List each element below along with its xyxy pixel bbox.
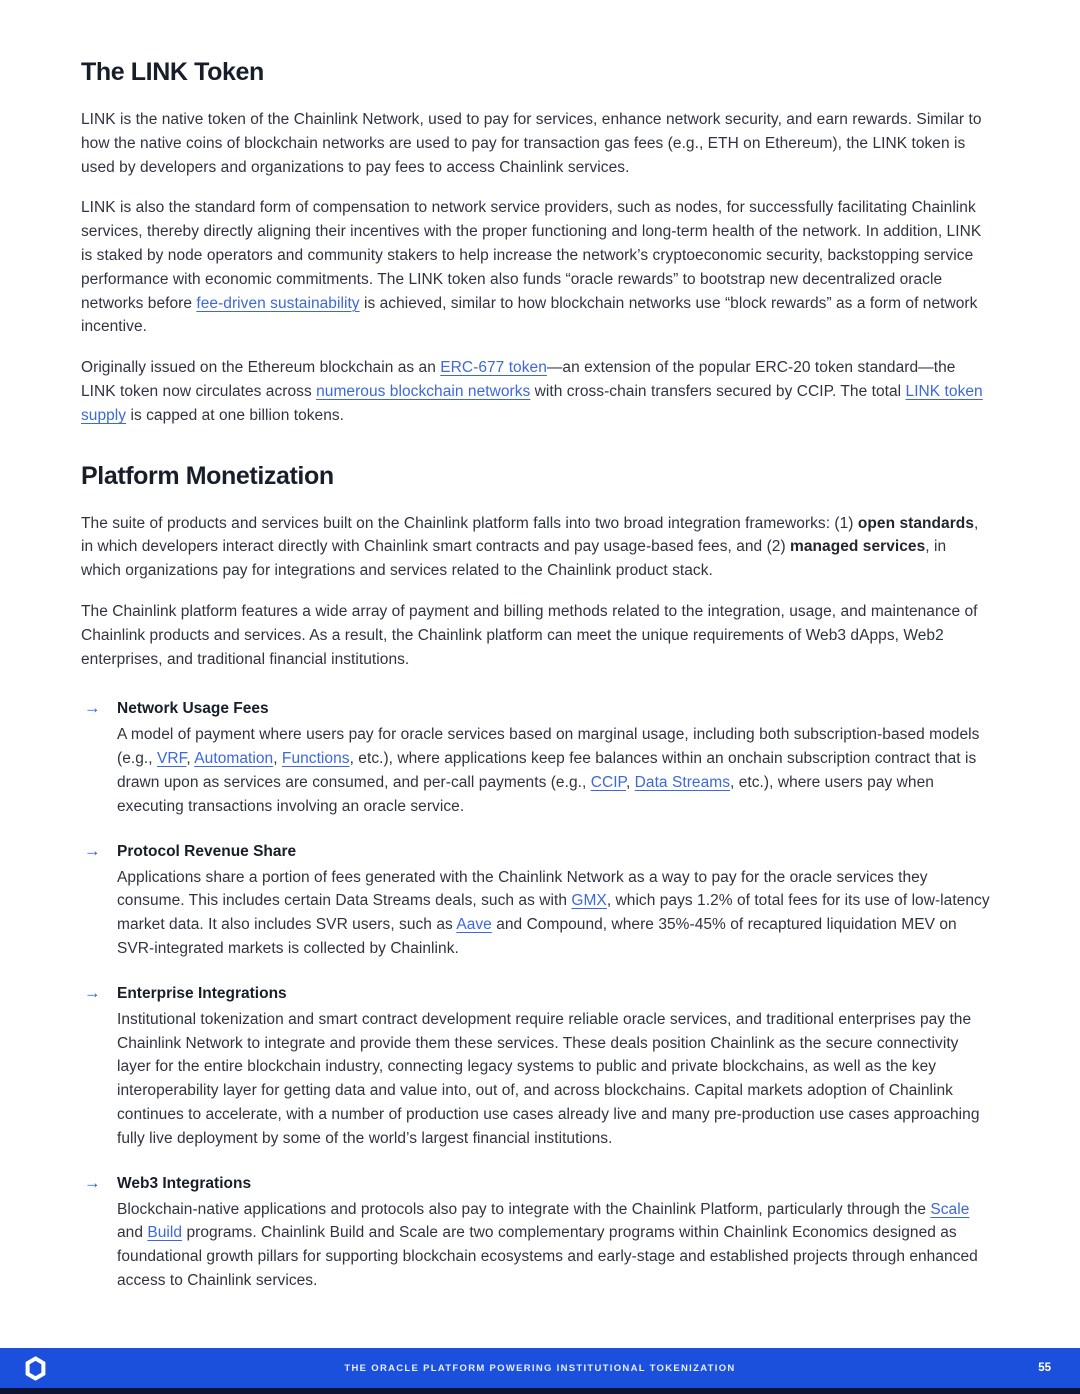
text-run: Institutional tokenization and smart contract development require reliable oracle services, and traditional enterprises pay the Chainlink Network to integrate and provide them these services. These deals position Chainlink as the secure connectivity layer for the entire blockchain industry, connecting legacy systems to public and private blockchains, as well as the key interoperability layer for getting data and value into, out of, and across blockchains. Capital markets adoption of Chainlink continues to accelerate, with a number of production use cases already live and many pre-production use cases approaching fully live deployment by some of the world’s largest financial institutions.: [117, 1010, 980, 1147]
text-run: and: [117, 1224, 148, 1242]
text-run: , which pays 1.2% of total fees for its use of low-latency market data. It also includes SVR users, such as: [117, 892, 990, 934]
chainlink-logo-icon: [25, 1356, 46, 1381]
text-run: , in which developers interact directly with Chainlink smart contracts and pay usage-based fees, and (2): [81, 514, 979, 556]
text-run: The Chainlink platform features a wide array of payment and billing methods related to the integration, usage, and maintenance of Chainlink products and services. As a result, the Chainlink platform can meet the unique requirements of Web3 dApps, Web2 enterprises, and traditional financial institutions.: [81, 602, 978, 668]
bullet-item-enterprise-integrations: [81, 982, 990, 1151]
text-run: The suite of products and services built on the Chainlink platform falls into two broad integration frameworks: (1): [81, 514, 858, 532]
inline-link[interactable]: CCIP: [590, 773, 626, 791]
inline-link[interactable]: numerous blockchain networks: [316, 382, 531, 400]
bold-text: open standards: [857, 514, 974, 532]
text-run: programs. Chainlink Build and Scale are two complementary programs within Chainlink Economics designed as foundational growth pillars for supporting blockchain ecosystems and early-stage and established projects through enhanced access to Chainlink services.: [117, 1224, 978, 1289]
text-run: A model of payment where users pay for oracle services based on marginal usage, including both subscription-based models (e.g.,: [117, 726, 980, 768]
arrow-right-icon: →: [84, 983, 101, 1002]
arrow-right-icon: →: [84, 841, 101, 860]
text-run: is achieved, similar to how blockchain networks use “block rewards” as a form of network incentive.: [81, 294, 978, 336]
bullet-item-network-usage-fees: [81, 697, 990, 818]
text-run: , in which organizations pay for integrations and services related to the Chainlink product stack.: [81, 538, 947, 580]
page-content: [81, 0, 990, 1314]
paragraph-link-token-3: [81, 356, 990, 427]
inline-link[interactable]: Build: [147, 1224, 183, 1242]
text-run: is capped at one billion tokens.: [126, 406, 345, 424]
bullet-content: [117, 982, 990, 1151]
bullet-content: [117, 697, 990, 818]
text-run: with cross-chain transfers secured by CCIP. The total: [530, 382, 906, 400]
page-footer: [0, 1348, 1080, 1394]
inline-link[interactable]: GMX: [571, 892, 607, 910]
bullet-body: [117, 1008, 990, 1151]
inline-link[interactable]: fee-driven sustainability: [196, 294, 360, 312]
inline-link[interactable]: ERC-677 token: [440, 359, 547, 377]
inline-link[interactable]: Automation: [194, 750, 274, 768]
page-number: 55: [1038, 1362, 1051, 1374]
bullet-list: [81, 697, 990, 1292]
bullet-body: [117, 866, 990, 961]
arrow-right-icon: →: [84, 699, 101, 718]
footer-running-title: THE ORACLE PLATFORM POWERING INSTITUTIONAL TOKENIZATION: [344, 1362, 736, 1374]
text-run: ,: [273, 750, 282, 768]
text-run: ,: [186, 750, 195, 768]
text-run: Blockchain-native applications and protocols also pay to integrate with the Chainlink Platform, particularly through the: [117, 1200, 931, 1218]
text-run: —an extension of the popular ERC-20 token standard—the LINK token now circulates across: [81, 359, 956, 400]
text-run: and Compound, where 35%-45% of recaptured liquidation MEV on SVR-integrated markets is collected by Chainlink.: [117, 916, 957, 957]
bold-text: managed services: [790, 538, 926, 556]
footer-bottom-strip: [0, 1388, 1080, 1394]
inline-link[interactable]: Scale: [930, 1200, 970, 1218]
paragraph-monetization-1: [81, 512, 990, 583]
bullet-item-protocol-revenue-share: [81, 840, 990, 961]
bullet-content: [117, 1172, 990, 1293]
text-run: , etc.), where applications keep fee balances within an onchain subscription contract that is drawn upon as services are consumed, and per-call payments (e.g.,: [117, 750, 977, 791]
bullet-title: Web3 Integrations: [117, 1174, 252, 1192]
paragraph-link-token-1: [81, 108, 990, 179]
arrow-right-icon: →: [84, 1173, 101, 1192]
bullet-content: [117, 840, 990, 961]
inline-link[interactable]: Aave: [456, 916, 492, 934]
text-run: Applications share a portion of fees generated with the Chainlink Network as a way to pay for the oracle services they consume. This includes certain Data Streams deals, such as with: [117, 868, 928, 910]
text-run: LINK is also the standard form of compensation to network service providers, such as nodes, for successfully facilitating Chainlink services, thereby directly aligning their incentives with the proper functioning and long-term health of the network. In addition, LINK is staked by node operators and community stakers to help increase the network’s cryptoeconomic security, backstopping service performance with economic commitments. The LINK token also funds “oracle rewards” to bootstrap new decentralized oracle networks before: [81, 199, 982, 312]
bullet-body: [117, 723, 990, 818]
bullet-title: Enterprise Integrations: [117, 984, 287, 1002]
inline-link[interactable]: LINK token supply: [81, 382, 983, 424]
bullet-body: [117, 1198, 990, 1293]
text-run: ,: [625, 773, 635, 791]
heading-the-link-token: The LINK Token: [81, 58, 264, 86]
text-run: LINK is the native token of the Chainlink Network, used to pay for services, enhance network security, and earn rewards. Similar to how the native coins of blockchain networks are used to pay for transaction gas fees (e.g., ETH on Ethereum), the LINK token is used by developers and organizations to pay fees to access Chainlink services.: [81, 111, 982, 176]
footer-inner: [0, 1348, 1080, 1388]
paragraph-monetization-2: [81, 600, 990, 671]
inline-link[interactable]: Data Streams: [634, 773, 731, 791]
text-run: , etc.), where users pay when executing transactions involving an oracle service.: [117, 773, 934, 815]
heading-platform-monetization: Platform Monetization: [81, 461, 334, 490]
bullet-title: Network Usage Fees: [117, 700, 269, 718]
inline-link[interactable]: Functions: [281, 750, 350, 768]
inline-link[interactable]: VRF: [156, 750, 187, 768]
bullet-title: Protocol Revenue Share: [117, 842, 297, 860]
paragraph-link-token-2: [81, 196, 990, 339]
text-run: Originally issued on the Ethereum blockchain as an: [81, 359, 441, 377]
bullet-item-web3-integrations: [81, 1172, 990, 1293]
